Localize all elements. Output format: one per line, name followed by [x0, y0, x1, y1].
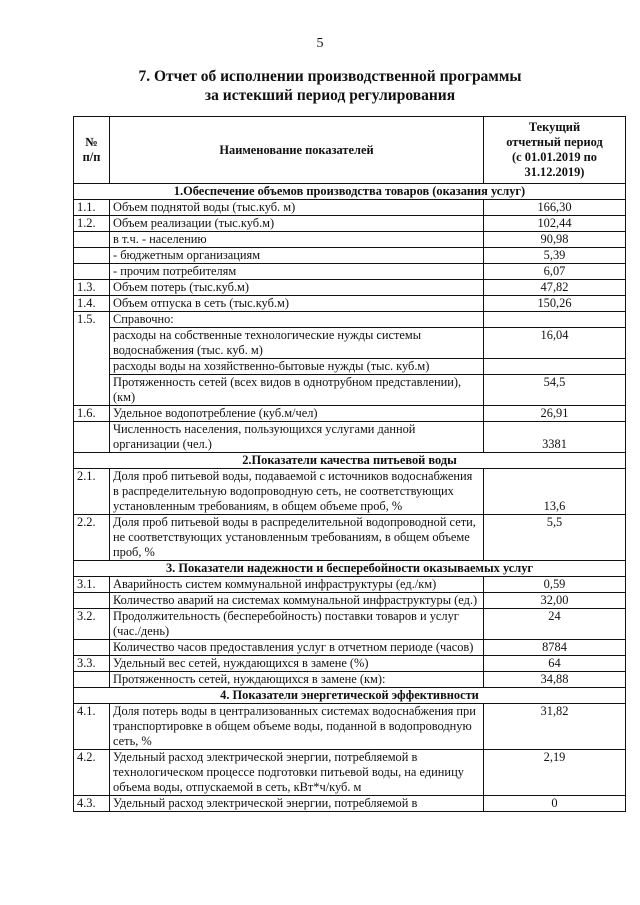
row-num: [74, 672, 110, 688]
row-name: Количество часов предоставления услуг в отчетном периоде (часов): [110, 640, 484, 656]
row-value: 16,04: [484, 328, 626, 359]
row-name: Удельный расход электрической энергии, потребляемой в технологическом процессе подготовки питьевой воды, на единицу объема воды, отпускаемой в сеть, кВт*ч/куб. м: [110, 750, 484, 796]
row-num: 3.2.: [74, 609, 110, 640]
row-value: 166,30: [484, 200, 626, 216]
section-row: [74, 561, 626, 577]
table-row: [74, 280, 626, 296]
header-row: [74, 117, 626, 184]
row-value: 8784: [484, 640, 626, 656]
table-row: [74, 248, 626, 264]
row-num: [74, 232, 110, 248]
table-row: [74, 796, 626, 812]
row-num: [74, 640, 110, 656]
table-row: [74, 312, 626, 328]
row-num: [74, 422, 110, 453]
section-row: [74, 184, 626, 200]
header-period: [484, 117, 626, 184]
row-name: расходы на собственные технологические нужды системы водоснабжения (тыс. куб. м): [110, 328, 484, 359]
table-row: [74, 577, 626, 593]
row-num: 4.1.: [74, 704, 110, 750]
row-num: 2.1.: [74, 469, 110, 515]
row-name: Протяженность сетей (всех видов в однотрубном представлении), (км): [110, 375, 484, 406]
row-num: 1.3.: [74, 280, 110, 296]
row-value: 0,59: [484, 577, 626, 593]
row-name: Аварийность систем коммунальной инфраструктуры (ед./км): [110, 577, 484, 593]
row-value: 32,00: [484, 593, 626, 609]
row-value: 102,44: [484, 216, 626, 232]
row-num: [74, 264, 110, 280]
row-name: Удельное водопотребление (куб.м/чел): [110, 406, 484, 422]
row-num: [74, 248, 110, 264]
section-row: [74, 688, 626, 704]
row-value: 26,91: [484, 406, 626, 422]
header-period-line1: Текущий: [528, 120, 581, 134]
table-row: [74, 469, 626, 515]
row-num: 3.1.: [74, 577, 110, 593]
header-period-line4: 31.12.2019): [524, 165, 585, 179]
row-name: Доля потерь воды в централизованных системах водоснабжения при транспортировке в общем объеме воды, поданной в водопроводную сеть, %: [110, 704, 484, 750]
header-period-line3: (с 01.01.2019 по: [512, 150, 597, 164]
row-name: Количество аварий на системах коммунальной инфраструктуры (ед.): [110, 593, 484, 609]
table-row: [74, 422, 626, 453]
row-value: 150,26: [484, 296, 626, 312]
row-name: расходы воды на хозяйственно-бытовые нужды (тыс. куб.м): [110, 359, 484, 375]
header-num-line2: п/п: [82, 150, 101, 164]
page-number: 5: [316, 36, 324, 51]
row-num: 1.5.: [74, 312, 110, 406]
row-num: 4.2.: [74, 750, 110, 796]
row-value: 13,6: [484, 469, 626, 515]
table-row: [74, 264, 626, 280]
table-row: [74, 200, 626, 216]
row-num: 1.1.: [74, 200, 110, 216]
table-row: [74, 375, 626, 406]
row-num: 2.2.: [74, 515, 110, 561]
row-value: 54,5: [484, 375, 626, 406]
row-name: Протяженность сетей, нуждающихся в замене (км):: [110, 672, 484, 688]
table-row: [74, 232, 626, 248]
row-value: 5,39: [484, 248, 626, 264]
row-value: [484, 359, 626, 375]
row-name: - прочим потребителям: [110, 264, 484, 280]
row-name: Объем потерь (тыс.куб.м): [110, 280, 484, 296]
row-num: 4.3.: [74, 796, 110, 812]
row-value: 90,98: [484, 232, 626, 248]
row-name: Объем отпуска в сеть (тыс.куб.м): [110, 296, 484, 312]
row-num: 1.6.: [74, 406, 110, 422]
table-row: [74, 216, 626, 232]
row-name: Удельный вес сетей, нуждающихся в замене (%): [110, 656, 484, 672]
row-value: 47,82: [484, 280, 626, 296]
section-row: [74, 453, 626, 469]
table-row: [74, 750, 626, 796]
section-title: 4. Показатели энергетической эффективности: [74, 688, 626, 704]
table-row: [74, 515, 626, 561]
row-num: 1.2.: [74, 216, 110, 232]
row-name: Удельный расход электрической энергии, потребляемой в: [110, 796, 484, 812]
table-row: [74, 328, 626, 359]
table-row: [74, 593, 626, 609]
row-value: 5,5: [484, 515, 626, 561]
row-num: 1.4.: [74, 296, 110, 312]
section-title: 2.Показатели качества питьевой воды: [74, 453, 626, 469]
row-value: 0: [484, 796, 626, 812]
page-title: [60, 67, 600, 105]
header-period-line2: отчетный период: [506, 135, 603, 149]
header-num: [74, 117, 110, 184]
table-row: [74, 656, 626, 672]
row-value: 31,82: [484, 704, 626, 750]
title-line-1: 7. Отчет об исполнении производственной программы: [138, 68, 522, 85]
row-name: Продолжительность (бесперебойность) поставки товаров и услуг (час./день): [110, 609, 484, 640]
table-row: [74, 704, 626, 750]
table-row: [74, 406, 626, 422]
row-name: Доля проб питьевой воды в распределительной водопроводной сети, не соответствующих установленным требованиям, в общем объеме проб, %: [110, 515, 484, 561]
header-name: Наименование показателей: [110, 117, 484, 184]
table-row: [74, 672, 626, 688]
section-title: 1.Обеспечение объемов производства товаров (оказания услуг): [74, 184, 626, 200]
header-num-line1: №: [85, 135, 98, 149]
title-line-2: за истекший период регулирования: [204, 87, 456, 104]
row-value: 3381: [484, 422, 626, 453]
row-value: 2,19: [484, 750, 626, 796]
row-name: Объем поднятой воды (тыс.куб. м): [110, 200, 484, 216]
row-value: [484, 312, 626, 328]
row-name: Справочно:: [110, 312, 484, 328]
table-row: [74, 296, 626, 312]
row-name: Численность населения, пользующихся услугами данной организации (чел.): [110, 422, 484, 453]
table-row: [74, 640, 626, 656]
table-row: [74, 359, 626, 375]
row-value: 34,88: [484, 672, 626, 688]
row-name: Доля проб питьевой воды, подаваемой с источников водоснабжения в распределительную водопроводную сеть, не соответствующих установленным требованиям, в общем объеме проб, %: [110, 469, 484, 515]
section-title: 3. Показатели надежности и бесперебойности оказываемых услуг: [74, 561, 626, 577]
row-name: в т.ч. - населению: [110, 232, 484, 248]
row-num: 3.3.: [74, 656, 110, 672]
row-name: Объем реализации (тыс.куб.м): [110, 216, 484, 232]
table-row: [74, 609, 626, 640]
row-value: 6,07: [484, 264, 626, 280]
row-num: [74, 593, 110, 609]
row-name: - бюджетным организациям: [110, 248, 484, 264]
row-value: 24: [484, 609, 626, 640]
row-value: 64: [484, 656, 626, 672]
report-table: [73, 116, 626, 812]
